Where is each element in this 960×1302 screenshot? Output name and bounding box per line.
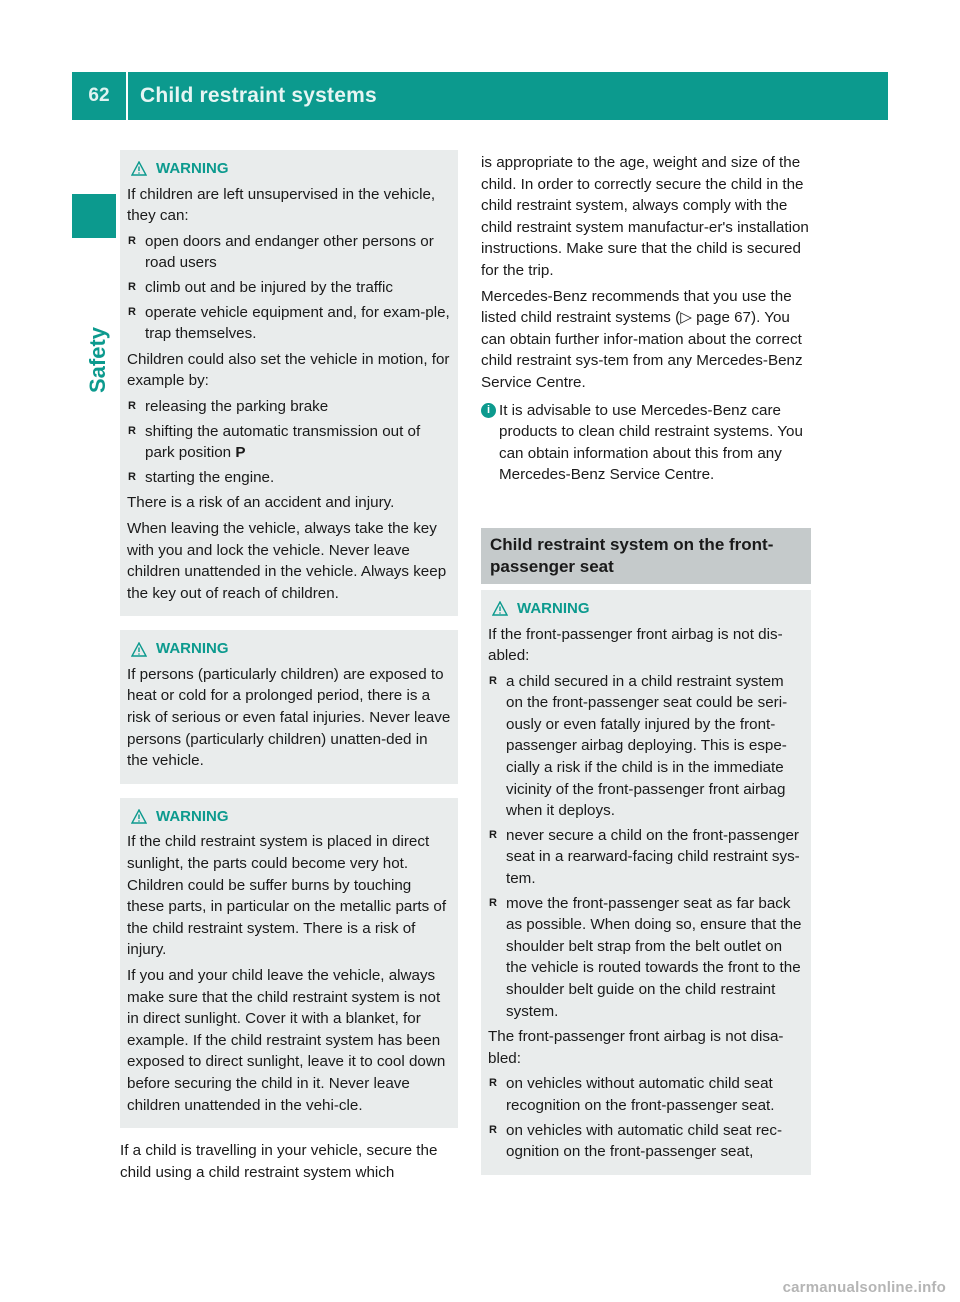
warning-intro: If children are left unsupervised in the vehicle, they can: [127, 185, 436, 225]
list-item: R move the front-passenger seat as far back as possible. When doing so, ensure that the shoulder belt strap from the belt outlet on the vehicle is routed towards the front to the shoulder belt guide on the child restraint system. [489, 894, 802, 1020]
warning-text-2: If you and your child leave the vehicle, always make sure that the child restraint system is not in direct sunlight. Cover it with a blanket, for example. If the child restraint system has been exposed to direct sunlight, leave it to cool down before securing the child in it. Never leave children unattended in the vehi-cle. [127, 967, 446, 1114]
warning-mid: The front-passenger front airbag is not disa-bled: [488, 1028, 784, 1067]
warning-text: If persons (particularly children) are exposed to heat or cold for a prolonged period, there is a risk of serious or even fatal injuries. Never leave persons (particularly children) unatten-ded in the vehicle. [127, 665, 451, 770]
list-item: R shifting the automatic transmission out of park position P [128, 422, 421, 462]
warning-risk: There is a risk of an accident and injury. [127, 494, 395, 512]
section-label: Safety [85, 326, 110, 394]
warning-heading [127, 806, 451, 828]
info-icon: i [481, 403, 496, 418]
warning-title: WARNING [517, 599, 590, 617]
warning-mid: Children could also set the vehicle in motion, for example by: [127, 350, 450, 390]
header-divider [126, 72, 128, 120]
warning-heading [127, 158, 451, 180]
warning-triangle-icon [131, 161, 147, 176]
warning-box-airbag [481, 590, 811, 1175]
warning-list-2 [488, 1073, 804, 1162]
warning-triangle-icon [131, 809, 147, 824]
list-item: R never secure a child on the front-passenger seat in a rearward-facing child restraint sys-tem. [489, 826, 800, 888]
watermark: carmanualsonline.info [782, 1279, 946, 1296]
warning-heading [488, 598, 804, 620]
warning-triangle-icon [492, 601, 508, 616]
warning-box-unsupervised [120, 150, 458, 616]
warning-list [488, 671, 804, 1023]
warning-title: WARNING [156, 807, 229, 825]
body-paragraph: If a child is travelling in your vehicle, secure the child using a child restraint system which [120, 1142, 438, 1181]
list-item: R on vehicles without automatic child seat recognition on the front-passenger seat. [489, 1075, 775, 1114]
warning-list-2 [127, 396, 451, 488]
note-text: It is advisable to use Mercedes-Benz care products to clean child restraint systems. You can obtain information about this from any Mercedes-Benz Service Centre. [499, 401, 803, 484]
paragraph-1: is appropriate to the age, weight and size of the child. In order to correctly secure the child in the child restraint system, always comply with the child restraint system manufactur-er's installation instructions. Make sure that the child is secured for the trip. [481, 154, 809, 279]
list-item: R operate vehicle equipment and, for exam-ple, trap themselves. [128, 303, 450, 343]
section-heading: Child restraint system on the front-passenger seat [481, 528, 811, 584]
list-item: R releasing the parking brake [128, 397, 329, 415]
page-ref-arrow-icon: ▷ [680, 309, 692, 327]
page-number: 62 [88, 85, 110, 106]
warning-advice: When leaving the vehicle, always take the key with you and lock the vehicle. Never leave children unattended in the vehicle. Always keep the key out of reach of children. [127, 519, 447, 602]
warning-title: WARNING [156, 160, 229, 177]
list-item: R open doors and endanger other persons or road users [128, 232, 434, 272]
warning-box-temperature [120, 630, 458, 784]
list-item: R starting the engine. [128, 468, 275, 486]
body-text [120, 1140, 458, 1183]
warning-heading [127, 638, 451, 660]
right-column [481, 152, 811, 1187]
warning-list-1 [127, 231, 451, 345]
warning-triangle-icon [131, 642, 147, 657]
left-column [120, 150, 458, 1187]
list-item: R on vehicles with automatic child seat rec-ognition on the front-passenger seat, [489, 1121, 783, 1161]
park-letter: P [235, 444, 246, 462]
section-tab-marker [72, 194, 116, 238]
page-title: Child restraint systems [140, 84, 377, 107]
page-link[interactable]: page 67 [696, 309, 752, 327]
warning-title: WARNING [156, 640, 229, 658]
warning-box-sunlight [120, 798, 458, 1128]
info-note [481, 400, 811, 486]
list-item: R a child secured in a child restraint system on the front-passenger seat could be seri-ously or even fatally injured by the front-passenger airbag deploying. This is espe-cially a risk if the child is in the immediate vicinity of the front-passenger front airbag when it deploys. [489, 672, 788, 820]
warning-intro: If the front-passenger front airbag is not dis-abled: [488, 625, 783, 665]
paragraph-2: Mercedes-Benz recommends that you use the listed child restraint systems (▷ page 67). You can obtain further infor-mation about the correct child restraint sys-tem from any Mercedes-Benz Service Centre. [481, 287, 803, 391]
list-item: R climb out and be injured by the traffic [128, 278, 393, 296]
warning-text-1: If the child restraint system is placed in direct sunlight, the parts could become very hot. Children could be suffer burns by touching these parts, in particular on the metallic parts of the child restraint system. There is a risk of injury. [127, 833, 447, 959]
